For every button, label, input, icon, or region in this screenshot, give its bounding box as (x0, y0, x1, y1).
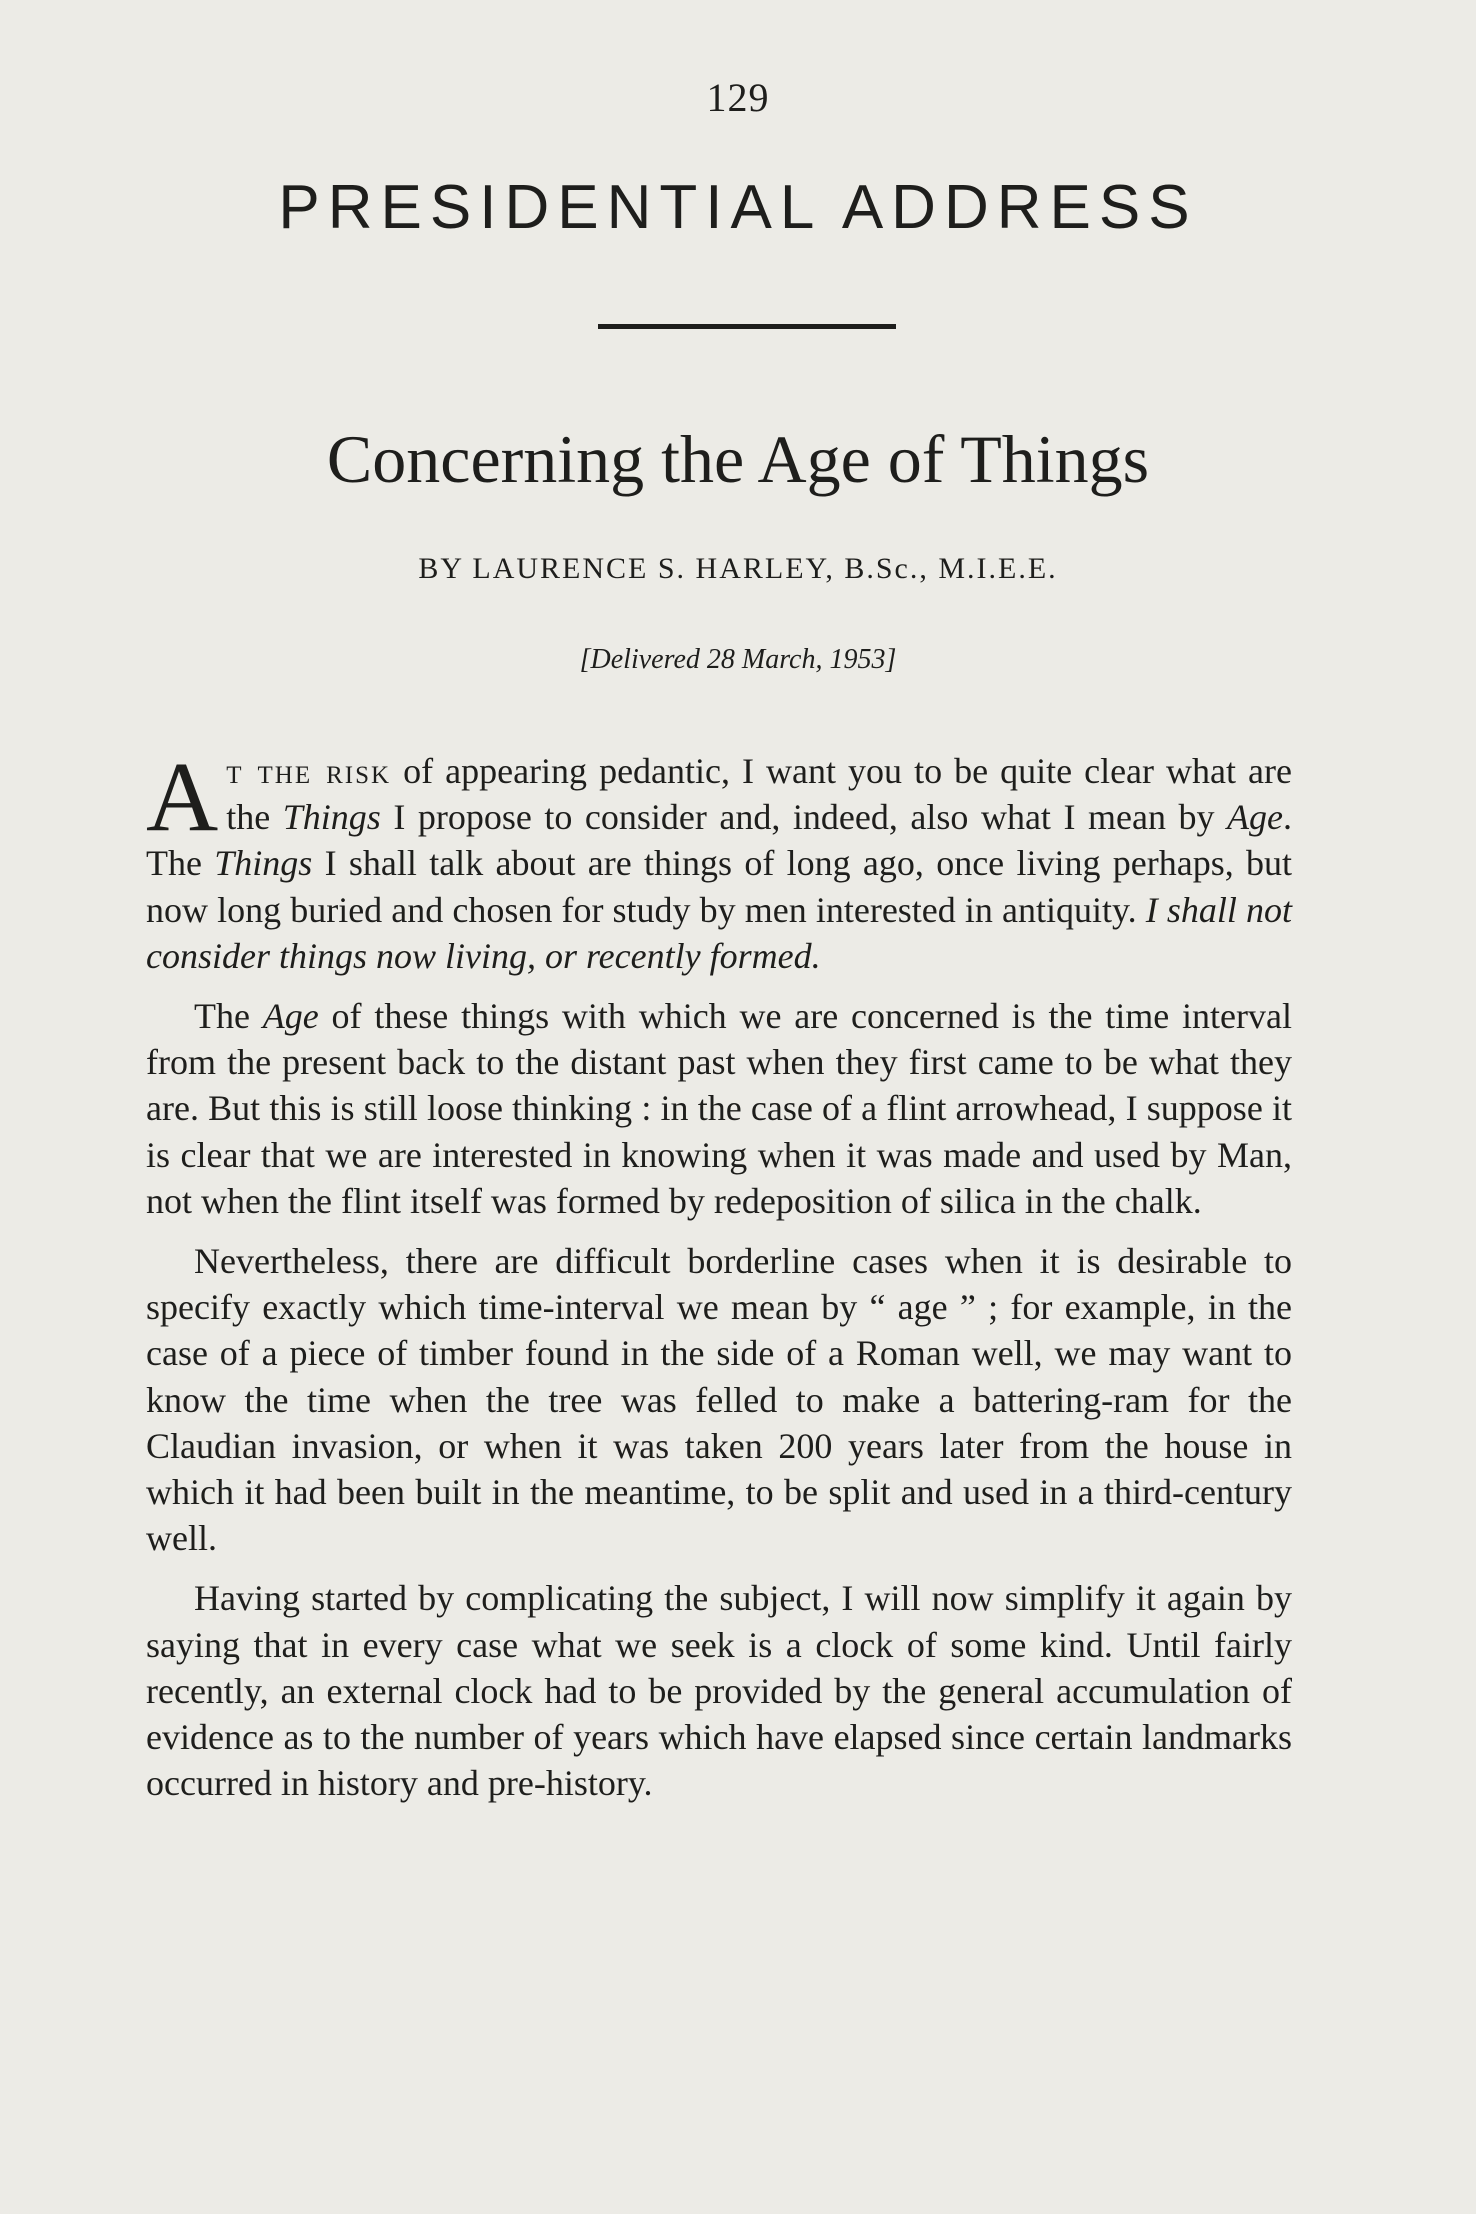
italic-run: I shall not consider things now living, or recently formed. (146, 889, 1292, 976)
body-text (146, 741, 1293, 1820)
article-title: Concerning the Age of Things (326, 421, 1150, 497)
drop-cap: A (146, 741, 219, 852)
series-title: PRESIDENTIAL ADDRESS (278, 173, 1198, 242)
page-number: 129 (706, 75, 770, 120)
paragraph (146, 993, 1292, 1224)
text-run: I shall talk about are things of long ago, once living perhaps, but now long buried and chosen for study by men interested in antiquity. (146, 843, 1293, 930)
italic-run: Things (214, 843, 313, 884)
text-run: Having started by complicating the subject, I will now simplify it again by saying that in every case what we seek is a clock of some kind. Until fairly recently, an external clock had to be provided by the general accumulation of evidence as to the number of years which have elapsed since certain landmarks occurred in history and pre-history. (146, 1578, 1292, 1804)
byline: BY LAURENCE S. HARLEY, B.Sc., M.I.E.E. (418, 552, 1058, 585)
italic-run: Age (262, 996, 319, 1037)
italic-run: Things (282, 797, 381, 838)
text-run: The (194, 996, 263, 1037)
text-run: of appearing pedantic, I want you to be quite clear what are the (226, 751, 1292, 838)
paragraph (146, 1575, 1292, 1806)
delivered-note: [Delivered 28 March, 1953] (579, 644, 897, 675)
text-run: of these things with which we are concerned is the time interval from the present back to the distant past when they first came to be what they are. But this is still loose thinking : in the case of a flint arrowhead, I suppose it is clear that we are interested in knowing when it was made and used by Man, not when the flint itself was formed by redeposition of silica in the chalk. (146, 996, 1292, 1221)
paragraph (146, 741, 1293, 979)
text-run: Nevertheless, there are difficult borderline cases when it is desirable to specify exactly which time-interval we mean by “ age ” ; for example, in the case of a piece of timber found in the side of a Roman well, we may want to know the time when the tree was felled to make a battering-ram for the Claudian invasion, or when it was taken 200 years later from the house in which it had been built in the meantime, to be split and used in a third-century well. (146, 1241, 1292, 1559)
paragraph (146, 1238, 1292, 1561)
italic-run: Age (1227, 797, 1284, 838)
title-rule (598, 324, 896, 329)
small-caps-run: t the risk (226, 751, 392, 791)
text-run: . The (146, 797, 1293, 884)
text-run: I propose to consider and, indeed, also what I mean by (380, 797, 1228, 838)
